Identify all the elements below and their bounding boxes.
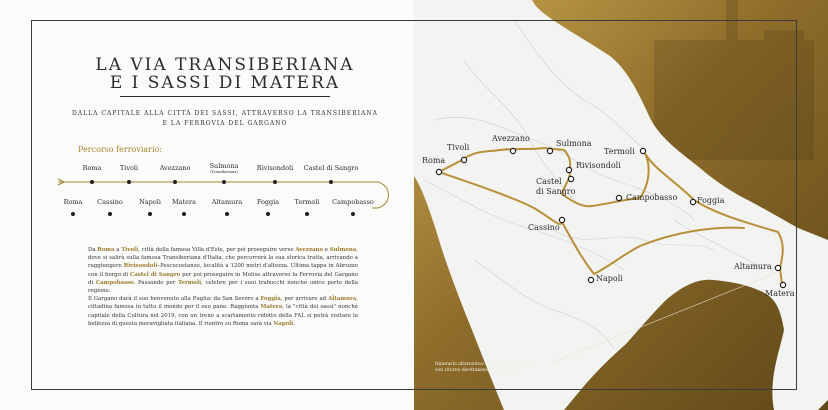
marker-altamura: [775, 265, 780, 270]
stop-label: Roma: [63, 198, 83, 206]
route-stop-bottom: [64, 198, 83, 206]
city-label-campobasso: Campobasso: [626, 193, 678, 202]
route-dot: [222, 180, 226, 184]
stop-label: Napoli: [139, 198, 161, 206]
route-stop-bottom: [212, 198, 243, 206]
city-label-castel: Castel: [536, 177, 562, 186]
stop-label: Tivoli: [119, 164, 139, 172]
city-label-di-sangro: di Sangro: [536, 187, 576, 196]
subtitle-line-2: E LA FERROVIA DEL GARGANO: [162, 120, 288, 127]
route-dot: [173, 180, 177, 184]
route-stop-top: [210, 162, 239, 174]
city-label-cassino: Cassino: [528, 223, 560, 232]
stop-label: Matera: [172, 198, 196, 206]
route-dot: [148, 212, 152, 216]
stop-sublabel: (Transiberiana): [210, 170, 238, 174]
city-label-matera: Matera: [765, 289, 795, 298]
stop-label: Altamura: [211, 198, 243, 206]
stop-label: Sulmona: [209, 162, 239, 170]
route-stop-top: [160, 164, 191, 172]
route-stop-top: [304, 164, 359, 172]
marker-cassino: [559, 217, 564, 222]
marker-foggia: [690, 199, 695, 204]
marker-avezzano: [510, 148, 515, 153]
city-label-rivisondoli: Rivisondoli: [576, 161, 621, 170]
paragraph-2: Il Gargano darà il suo benvenuto alla Puglia: da San Severo a Foggia, per arrivare ad Altamura, cittadina famosa in tutto il mondo per il suo pane. Raggiunta Matera, la "città dei sassi" nonché capitale della Cultura nel 2019, con un treno a scartamento ridotto della FAL si potrà visitare la bellezza di questa meravigliata italiana. Il rientro su Roma sarà via Napoli.: [88, 296, 358, 327]
stop-label: Avezzano: [159, 164, 191, 172]
route-dot: [182, 212, 186, 216]
stop-label: Castel di Sangro: [303, 164, 359, 172]
route-stop-top: [257, 164, 293, 172]
route-stop-bottom: [332, 198, 374, 206]
route-dot: [225, 212, 229, 216]
route-dot: [90, 180, 94, 184]
marker-napoli: [588, 277, 593, 282]
route-stop-bottom: [257, 198, 279, 206]
route-dot: [127, 180, 131, 184]
map-panel: [414, 0, 828, 410]
city-label-roma: Roma: [422, 156, 446, 165]
city-label-foggia: Foggia: [697, 196, 725, 205]
marker-matera: [780, 282, 785, 287]
city-label-tivoli: Tivoli: [447, 143, 470, 152]
itinerary-description: [88, 246, 358, 328]
city-label-sulmona: Sulmona: [556, 139, 592, 148]
page-title-line-1: LA VIA TRANSIBERIANA: [95, 55, 355, 75]
marker-castel-di-sangro: [568, 176, 573, 181]
page-title-line-2: E I SASSI DI MATERA: [109, 73, 341, 93]
route-stop-top: [120, 164, 138, 172]
italy-map: [414, 0, 828, 410]
marker-termoli: [640, 148, 645, 153]
city-label-avezzano: Avezzano: [492, 134, 530, 143]
route-stop-bottom: [97, 198, 123, 206]
route-dot: [351, 212, 355, 216]
route-dot: [305, 212, 309, 216]
route-dot: [266, 212, 270, 216]
marker-sulmona: [547, 148, 552, 153]
stop-label: Termoli: [294, 198, 320, 206]
city-label-napoli: Napoli: [596, 274, 623, 283]
marker-rivisondoli: [566, 167, 571, 172]
marker-tivoli: [461, 157, 466, 162]
city-label-termoli: Termoli: [604, 147, 635, 156]
marker-campobasso: [616, 195, 621, 200]
route-dot: [108, 212, 112, 216]
stop-label: Rivisondoli: [256, 164, 294, 172]
route-stop-bottom: [172, 198, 196, 206]
city-label-altamura: Altamura: [734, 262, 772, 271]
route-stop-bottom: [139, 198, 161, 206]
stop-label: Roma: [82, 164, 102, 172]
note-line-1: Itinerario alternativo: "La via Transiberiana": [435, 362, 538, 367]
note-line-2: con ritorno direttamente su Napoli.: [435, 368, 517, 373]
stop-label: Campobasso: [332, 198, 374, 206]
route-stop-top: [83, 164, 102, 172]
route-stop-bottom: [294, 198, 319, 206]
stop-label: Cassino: [97, 198, 123, 206]
stop-label: Foggia: [256, 198, 280, 206]
route-heading: Percorso ferroviario:: [78, 145, 163, 154]
route-dot: [71, 212, 75, 216]
marker-roma: [436, 169, 441, 174]
subtitle-line-1: DALLA CAPITALE ALLA CITTÀ DEI SASSI, ATTRAVERSO LA TRANSIBERIANA: [72, 110, 378, 117]
route-dot: [329, 180, 333, 184]
alternative-itinerary-note: [435, 362, 537, 374]
paragraph-1: Da Roma a Tivoli, città della famosa Villa d'Este, per poi proseguire verso Avezzano e Sulmona, dove si salirà sulla famosa Transiberiana d'Italia, che percorrerà la sua storica tratta, arrivando a raggiungere Rivisondoli–Pescocostanzo, località a 1200 metri d'altezza. Ultima tappa in Abruzzo con il borgo di Castel di Sangro per poi proseguire in Molise attraverso la Ferrovia del Gargano di Campobasso. Passando per Termoli, celebre per i suoi trabocchi nonché unico porto della regione.: [88, 247, 359, 295]
route-dot: [273, 180, 277, 184]
